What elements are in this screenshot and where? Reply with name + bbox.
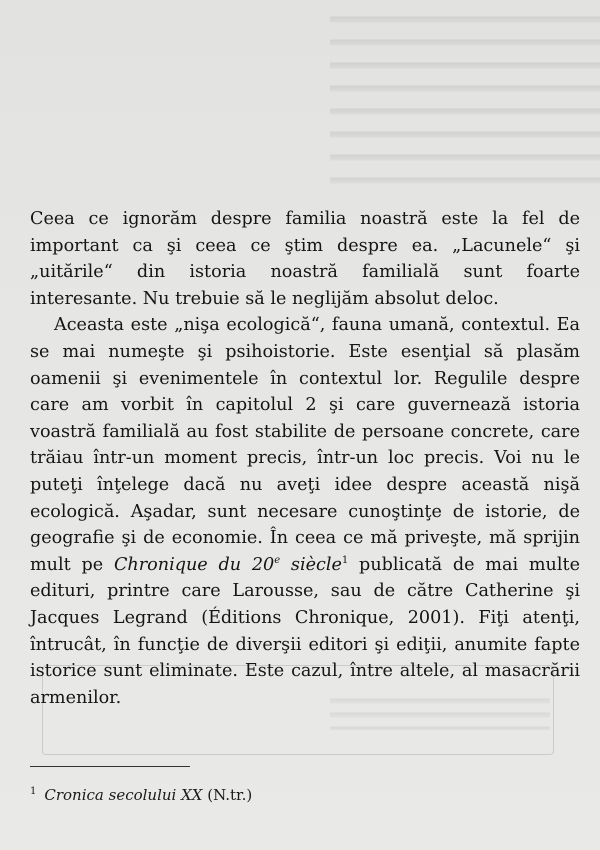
paragraph-1: Ceea ce ignorăm despre familia noastră este la fel de important ca şi ceea ce ştim despre ea. „Lacunele“ şi „uitările“ din istoria noastră familială sunt foarte interesante. Nu trebuie să le neglijăm absolut deloc.	[30, 209, 580, 309]
footnote	[30, 782, 252, 805]
footnote-number: 1	[30, 786, 37, 797]
main-text	[30, 206, 580, 711]
footnote-reference[interactable]: 1	[341, 554, 349, 566]
book-title	[114, 555, 342, 575]
footnote-italic-text: Cronica secolului XX	[44, 786, 203, 804]
book-title-superscript: e	[274, 554, 281, 566]
paragraph-2-text-start: Aceasta este „nişa ecologică“, fauna umană, contextul. Ea se mai numeşte şi psihoistorie. Este esenţial să plasăm oamenii şi evenimentele în contextul lor. Regulile despre care am vorbit în capitolul 2 şi care guvernează istoria voastră familială au fost stabilite de persoane concrete, care trăiau într-un moment precis, într-un loc precis. Voi nu le puteţi înţelege dacă nu aveţi idee despre această nişă ecologică. Aşadar, sunt necesare cunoştinţe de istorie, de geografie şi de economie. În ceea ce mă priveşte, mă sprijin mult pe	[30, 315, 580, 575]
book-title-part2: siècle	[280, 554, 342, 575]
paragraph-2-text-end: publicată de mai multe edituri, printre care Larousse, sau de către Catherine şi Jacques Legrand (Éditions Chronique, 2001). Fiţi atenţi, întrucât, în funcţie de diverşii editori şi ediţii, anumite fapte istorice sunt eliminate. Este cazul, între altele, al masacrării armenilor.	[30, 554, 580, 708]
footnote-divider	[30, 766, 190, 767]
paragraph-2	[30, 312, 580, 711]
book-title-part1: Chronique du 20	[113, 554, 275, 575]
footnote-suffix: (N.tr.)	[202, 786, 253, 804]
bleed-through-text	[330, 0, 600, 190]
